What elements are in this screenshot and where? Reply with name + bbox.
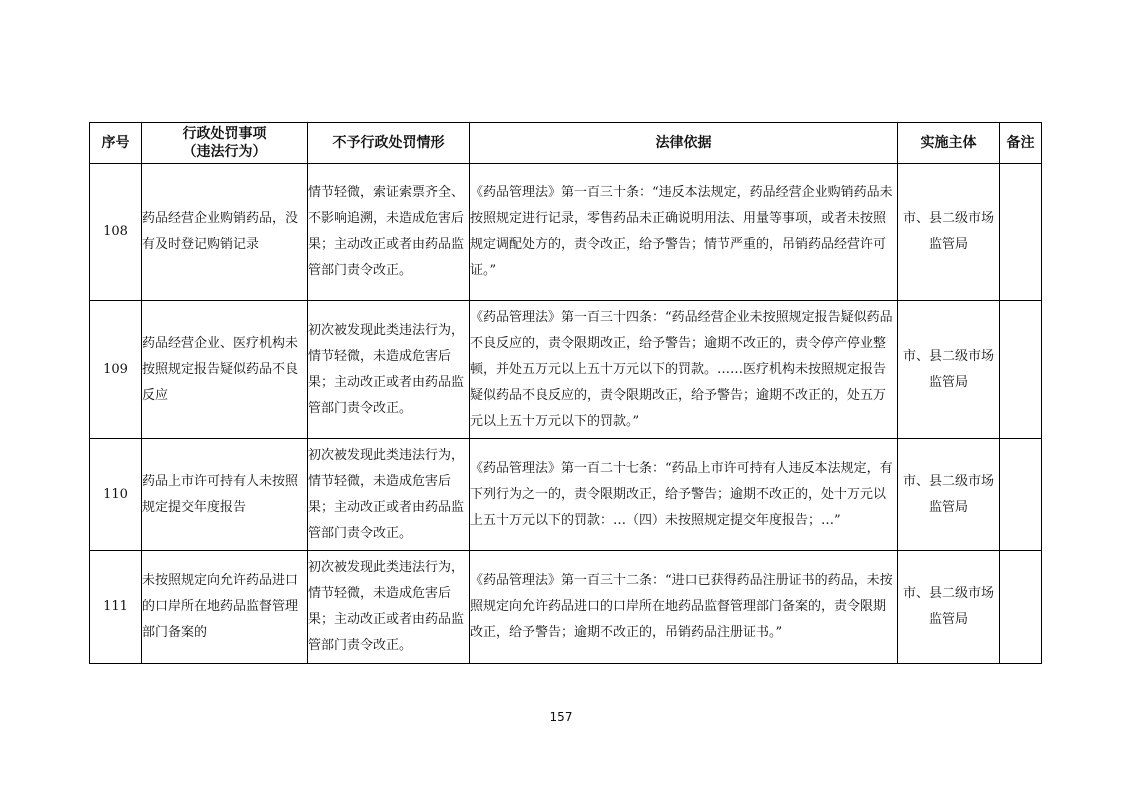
row-exclusion: 初次被发现此类违法行为，情节轻微，未造成危害后果；主动改正或者由药品监管部门责令改正。: [308, 551, 470, 664]
table-row: [90, 439, 1042, 551]
row-item: 药品经营企业购销药品，没有及时登记购销记录: [142, 164, 308, 301]
header-subject: 实施主体: [898, 123, 1000, 164]
row-subject: 市、县二级市场监管局: [898, 164, 1000, 301]
table-row: [90, 164, 1042, 301]
row-subject: 市、县二级市场监管局: [898, 439, 1000, 551]
row-basis: 《药品管理法》第一百二十七条：“药品上市许可持有人违反本法规定，有下列行为之一的，责令限期改正，给予警告；逾期不改正的，处十万元以上五十万元以下的罚款：…（四）未按照规定提交年度报告；…”: [470, 439, 898, 551]
table-row: [90, 551, 1042, 664]
row-remark: [1000, 164, 1042, 301]
row-remark: [1000, 301, 1042, 439]
row-subject: 市、县二级市场监管局: [898, 551, 1000, 664]
row-seq: 109: [90, 301, 142, 439]
header-basis: 法律依据: [470, 123, 898, 164]
row-seq: 110: [90, 439, 142, 551]
row-basis: 《药品管理法》第一百三十四条：“药品经营企业未按照规定报告疑似药品不良反应的，责令限期改正，给予警告；逾期不改正的，责令停产停业整顿，并处五万元以上五十万元以下的罚款。……医疗机构未按照规定报告疑似药品不良反应的，责令限期改正，给予警告；逾期不改正的，处五万元以上五十万元以下的罚款。”: [470, 301, 898, 439]
row-exclusion: 初次被发现此类违法行为，情节轻微，未造成危害后果；主动改正或者由药品监管部门责令改正。: [308, 301, 470, 439]
header-item: [142, 123, 308, 164]
row-item: 未按照规定向允许药品进口的口岸所在地药品监督管理部门备案的: [142, 551, 308, 664]
header-seq: 序号: [90, 123, 142, 164]
row-item: 药品经营企业、医疗机构未按照规定报告疑似药品不良反应: [142, 301, 308, 439]
row-basis: 《药品管理法》第一百三十条：“违反本法规定，药品经营企业购销药品未按照规定进行记录，零售药品未正确说明用法、用量等事项，或者未按照规定调配处方的，责令改正，给予警告；情节严重的，吊销药品经营许可证。”: [470, 164, 898, 301]
row-remark: [1000, 551, 1042, 664]
header-row: [90, 123, 1042, 164]
table-row: [90, 301, 1042, 439]
row-subject: 市、县二级市场监管局: [898, 301, 1000, 439]
row-remark: [1000, 439, 1042, 551]
header-exclusion: 不予行政处罚情形: [308, 123, 470, 164]
row-seq: 111: [90, 551, 142, 664]
row-exclusion: 情节轻微，索证索票齐全、不影响追溯，未造成危害后果；主动改正或者由药品监管部门责令改正。: [308, 164, 470, 301]
penalty-table: [89, 122, 1042, 664]
row-exclusion: 初次被发现此类违法行为，情节轻微，未造成危害后果；主动改正或者由药品监管部门责令改正。: [308, 439, 470, 551]
header-item-line2: （违法行为）: [182, 144, 267, 160]
row-seq: 108: [90, 164, 142, 301]
row-basis: 《药品管理法》第一百三十二条：“进口已获得药品注册证书的药品，未按照规定向允许药品进口的口岸所在地药品监督管理部门备案的，责令限期改正，给予警告；逾期不改正的，吊销药品注册证书。”: [470, 551, 898, 664]
header-remark: 备注: [1000, 123, 1042, 164]
page-number: 157: [549, 710, 573, 724]
header-item-line1: 行政处罚事项: [182, 126, 267, 142]
row-item: 药品上市许可持有人未按照规定提交年度报告: [142, 439, 308, 551]
